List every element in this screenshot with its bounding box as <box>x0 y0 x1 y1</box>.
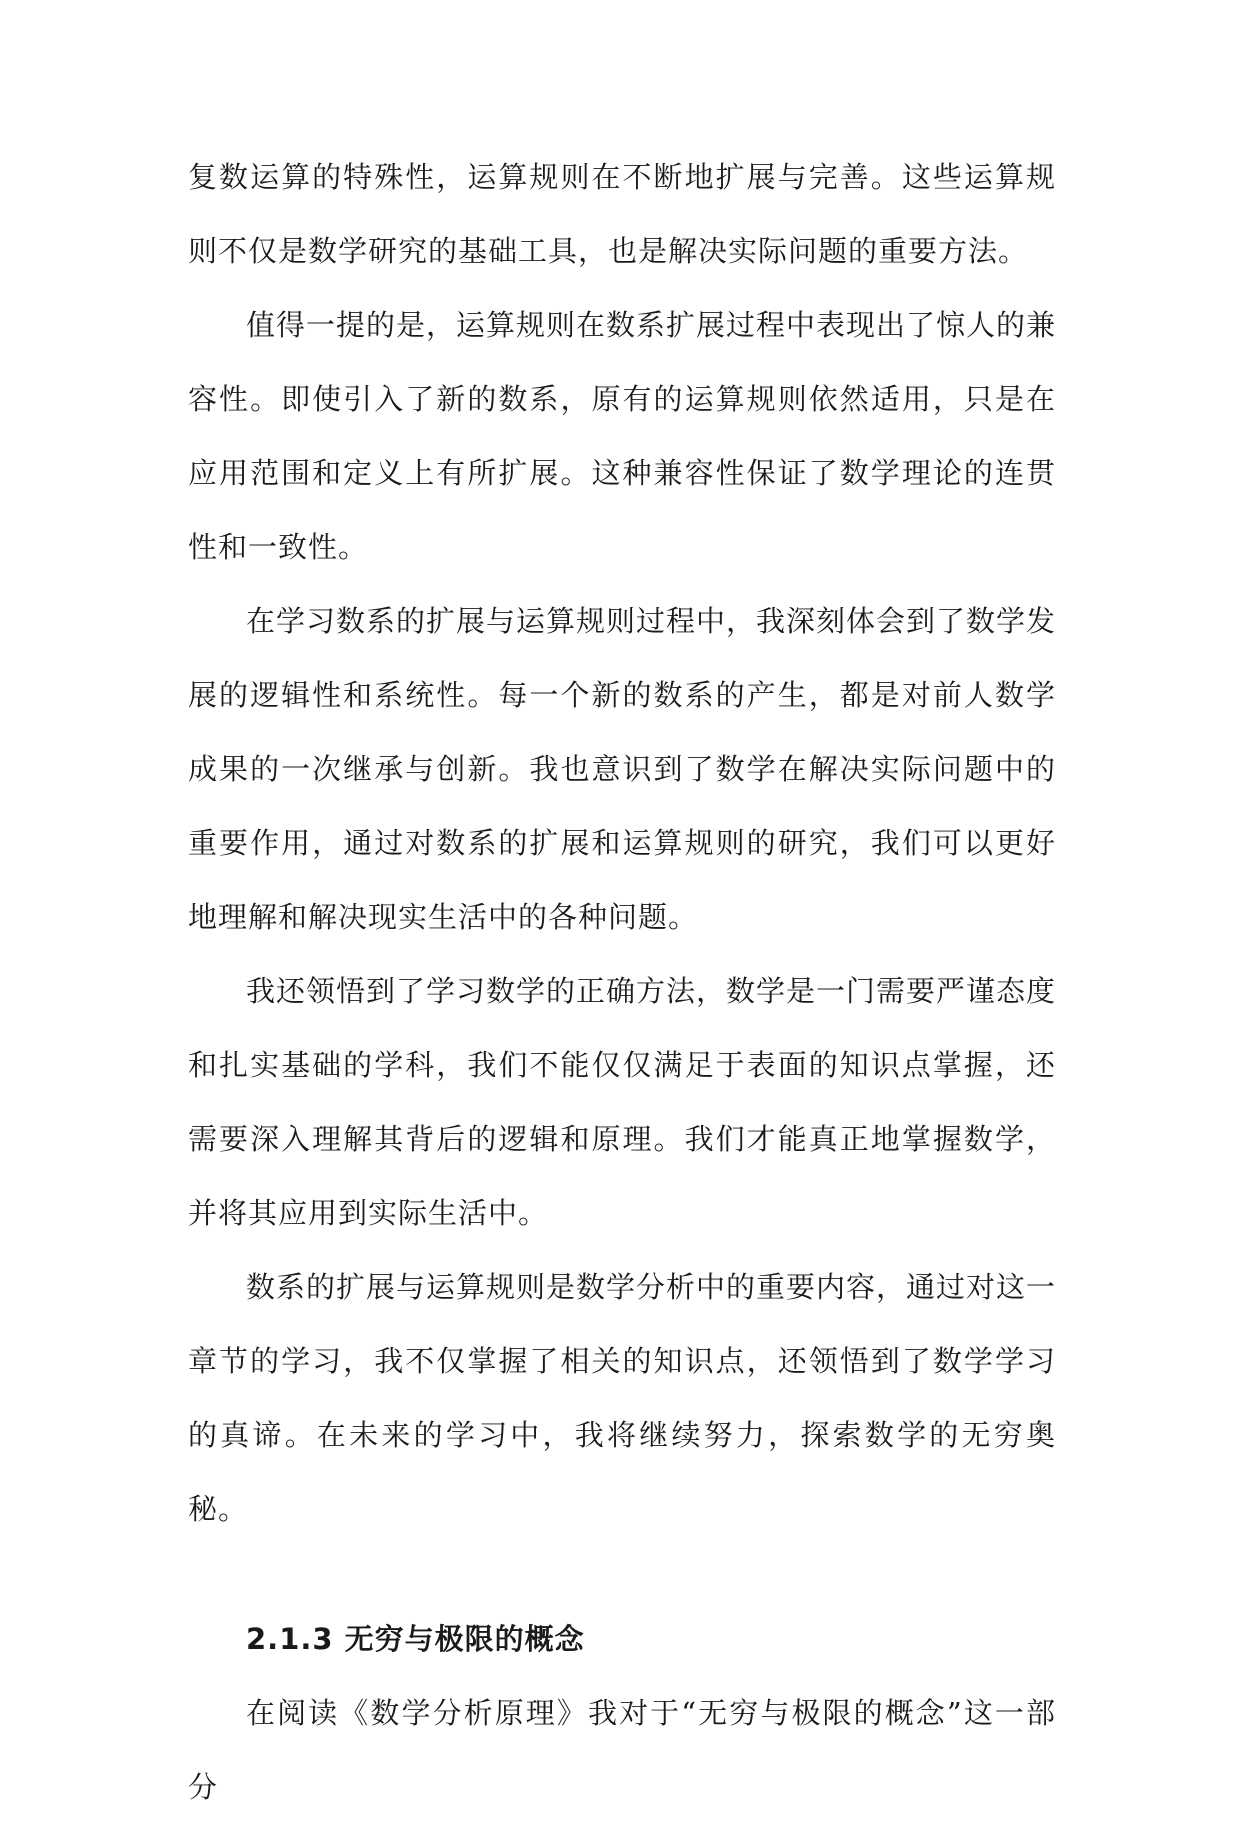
paragraph-reflection: 在学习数系的扩展与运算规则过程中，我深刻体会到了数学发展的逻辑性和系统性。每一个新的数系的产生，都是对前人数学成果的一次继承与创新。我也意识到了数学在解决实际问题中的重要作用，通过对数系的扩展和运算规则的研究，我们可以更好地理解和解决现实生活中的各种问题。 <box>188 604 1057 934</box>
paragraph-compatibility: 值得一提的是，运算规则在数系扩展过程中表现出了惊人的兼容性。即使引入了新的数系，原有的运算规则依然适用，只是在应用范围和定义上有所扩展。这种兼容性保证了数学理论的连贯性和一致性。 <box>188 308 1057 564</box>
section-heading: 2.1.3 无穷与极限的概念 <box>246 1622 585 1656</box>
section-first-paragraph: 在阅读《数学分析原理》我对于“无穷与极限的概念”这一部分 <box>188 1696 1056 1804</box>
paragraph-conclusion: 数系的扩展与运算规则是数学分析中的重要内容，通过对这一章节的学习，我不仅掌握了相关的知识点，还领悟到了数学学习的真谛。在未来的学习中，我将继续努力，探索数学的无穷奥秘。 <box>188 1270 1057 1526</box>
paragraph-method: 我还领悟到了学习数学的正确方法，数学是一门需要严谨态度和扎实基础的学科，我们不能仅仅满足于表面的知识点掌握，还需要深入理解其背后的逻辑和原理。我们才能真正地掌握数学，并将其应用到实际生活中。 <box>188 974 1057 1230</box>
paragraph-continuation: 复数运算的特殊性，运算规则在不断地扩展与完善。这些运算规则不仅是数学研究的基础工具，也是解决实际问题的重要方法。 <box>188 160 1056 268</box>
page-content <box>188 140 1056 1824</box>
